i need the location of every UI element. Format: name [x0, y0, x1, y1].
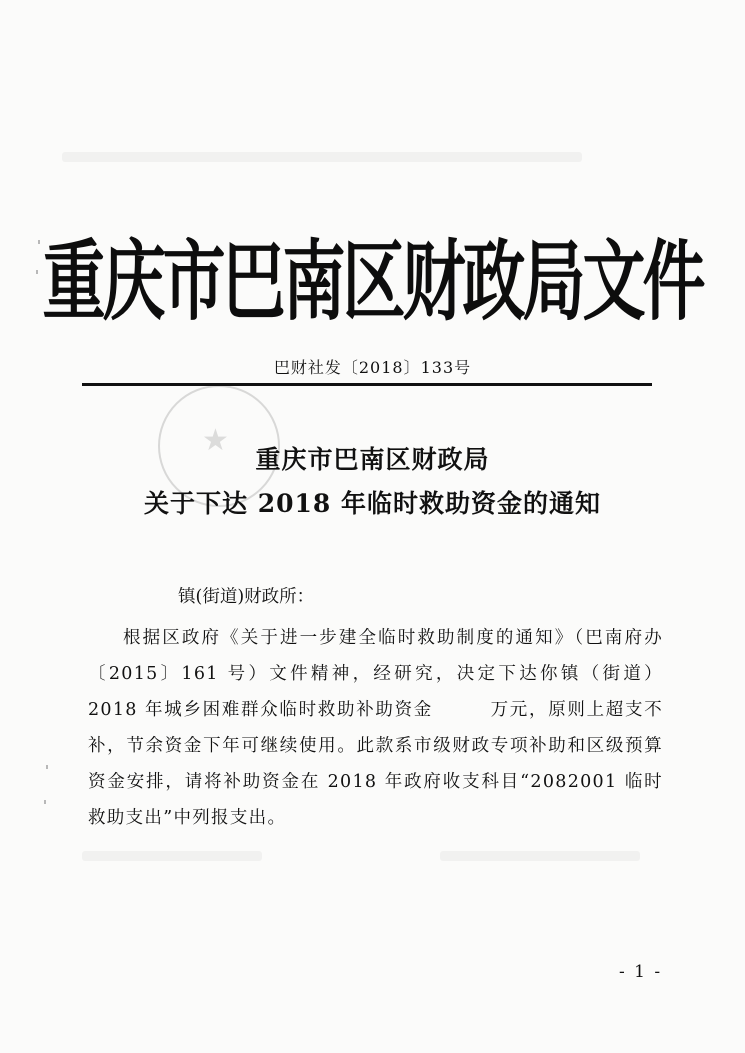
document-number: 巴财社发〔2018〕133号	[273, 358, 472, 377]
header-divider	[82, 383, 652, 386]
star-icon: ★	[202, 423, 229, 458]
scan-speck	[38, 240, 40, 244]
issuer-header-title: 重庆市巴南区财政局文件	[42, 229, 703, 333]
notice-title-line-2: 关于下达 2018 年临时救助资金的通知	[144, 489, 601, 518]
addressee: 镇(街道)财政所：	[178, 587, 315, 607]
notice-title-line-1: 重庆市巴南区财政局	[255, 445, 490, 474]
scan-speck	[44, 800, 46, 804]
bleed-through-line	[62, 152, 582, 162]
bleed-through-line	[440, 851, 640, 861]
notice-body-paragraph: 根据区政府《关于进一步建全临时救助制度的通知》（巴南府办〔2015〕161 号）文件精神，经研究，决定下达你镇（街道）2018 年城乡困难群众临时救助补助资金 万元，原则上超支不补，节余资金下年可继续使用。此款系市级财政专项补助和区级预算资金安排，请将补助资金在 2018 年政府收支科目“2082001 临时救助支出”中列报支出。	[88, 628, 663, 828]
scan-speck	[46, 765, 48, 769]
page-number: - 1 -	[619, 962, 663, 982]
scan-speck	[36, 270, 38, 274]
bleed-through-line	[82, 851, 262, 861]
